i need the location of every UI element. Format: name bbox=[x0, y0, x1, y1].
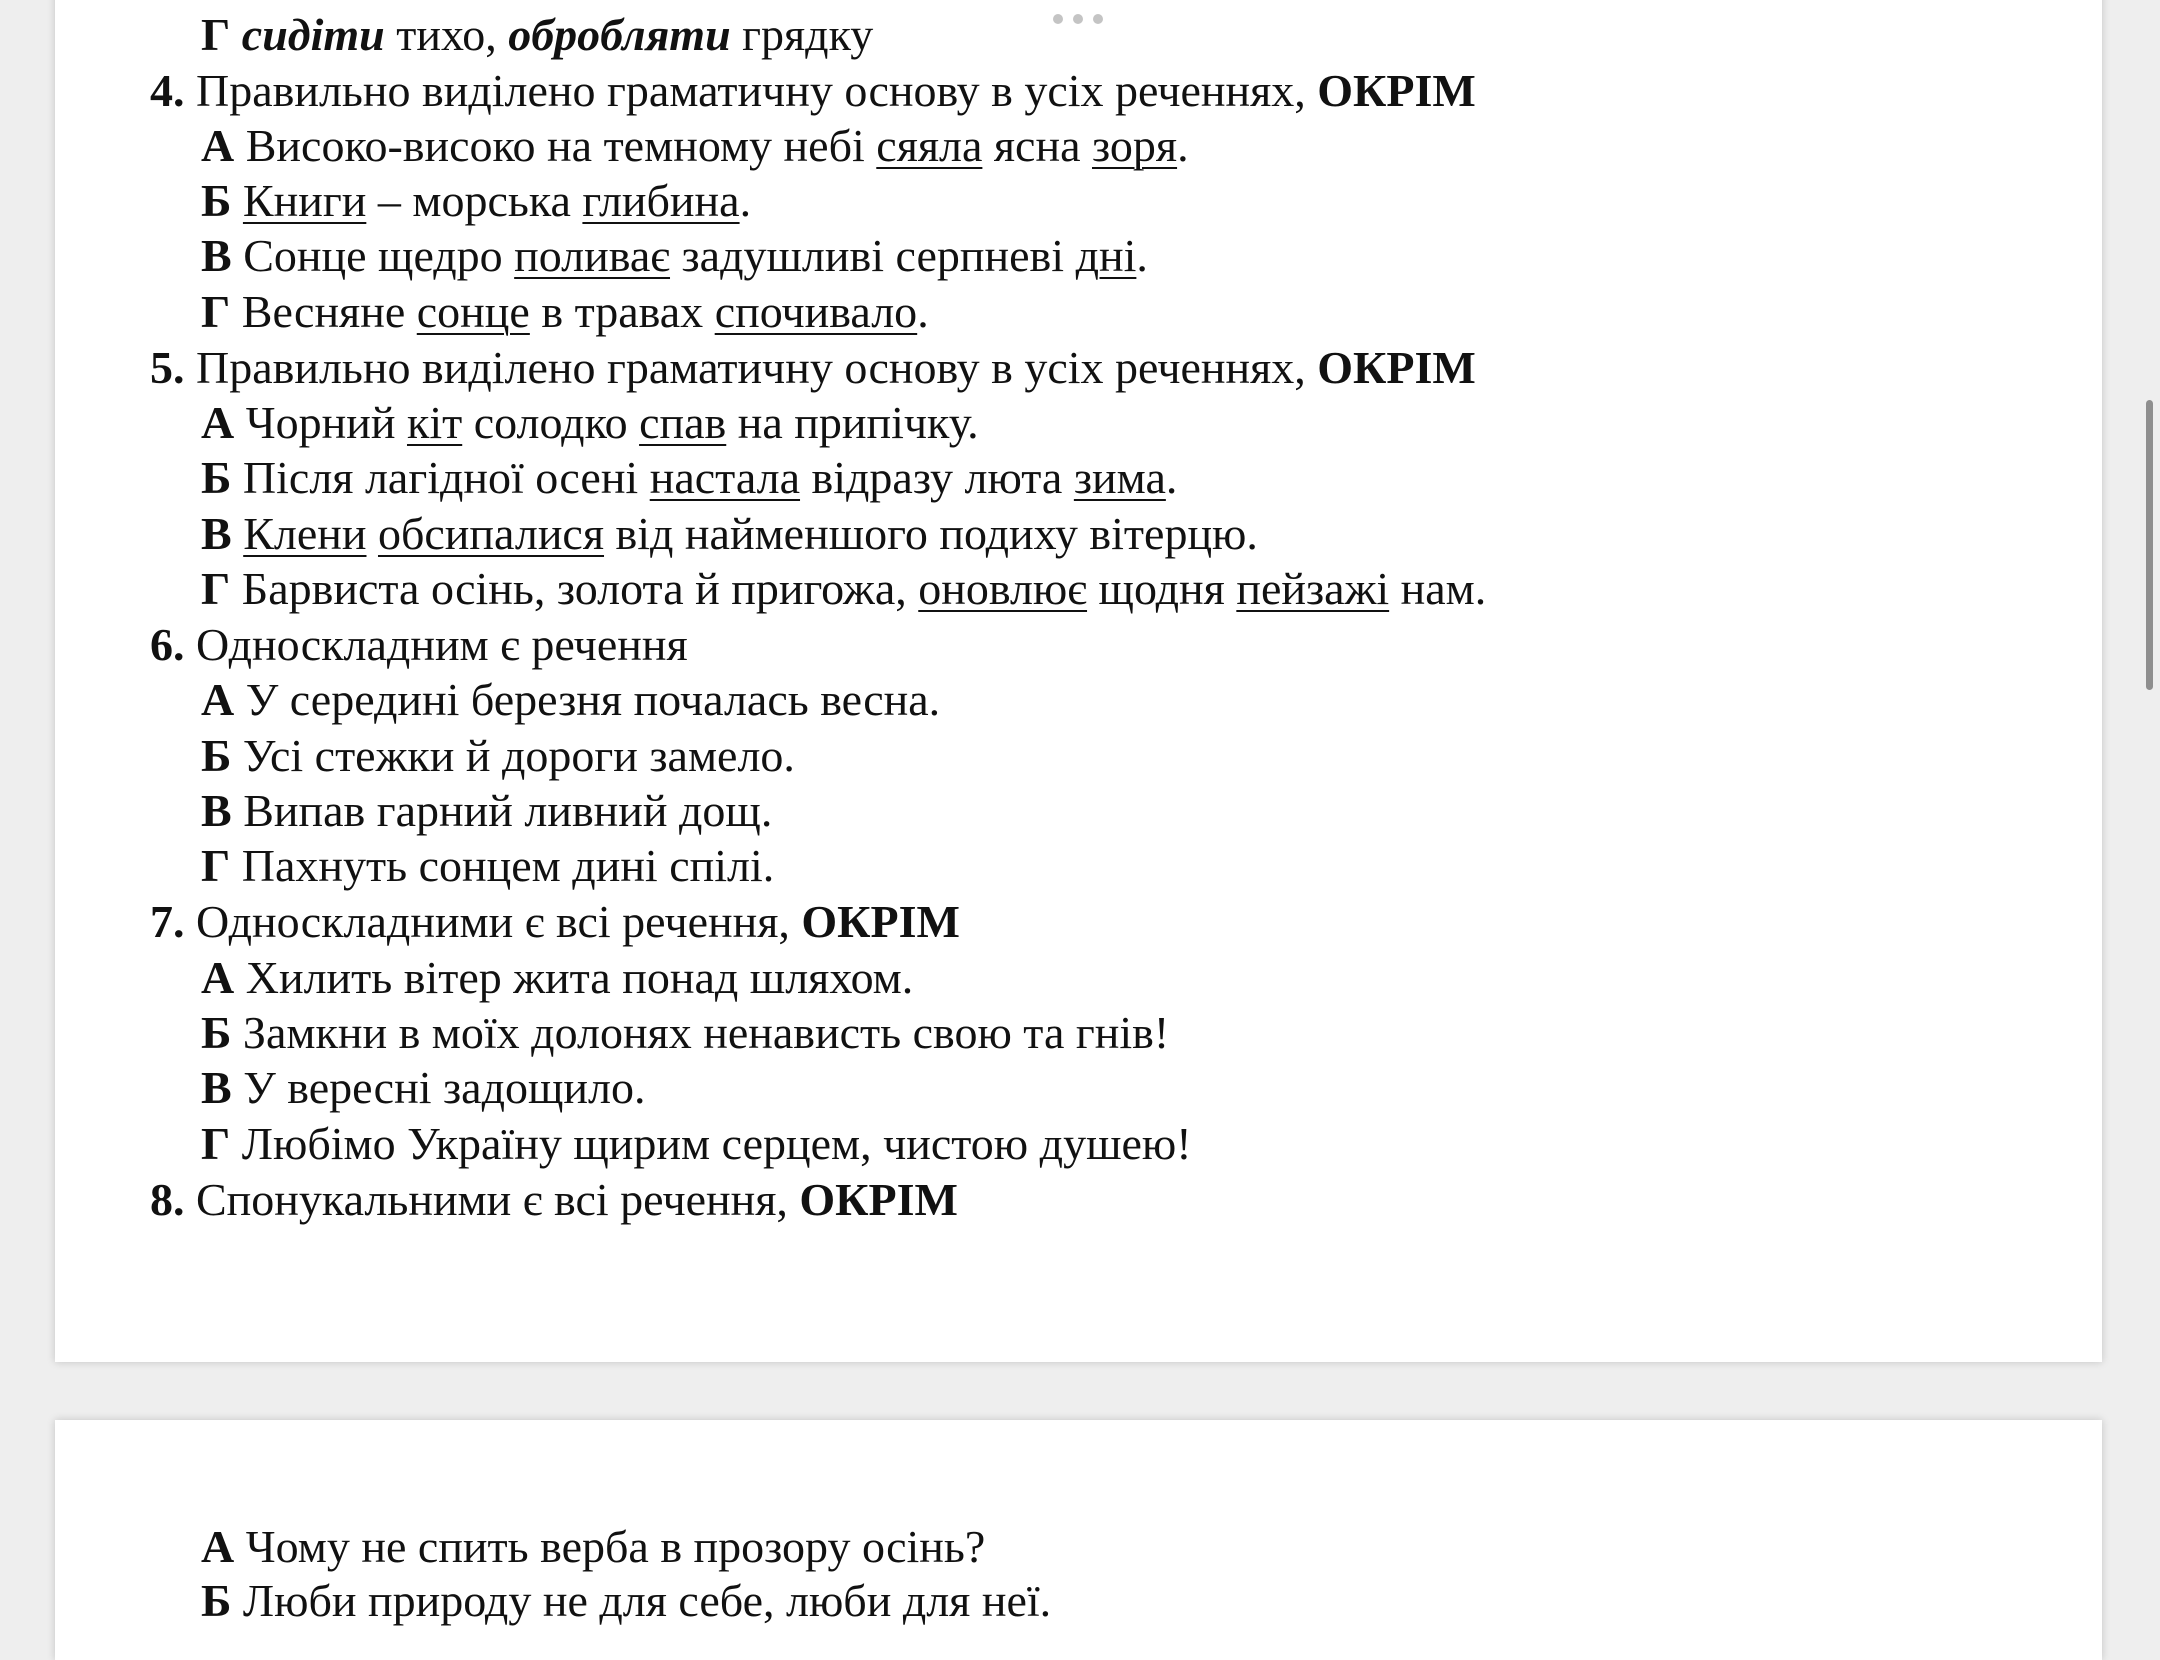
q4-v-t2-text: задушливі серпневі bbox=[670, 230, 1076, 281]
q3-opt_g-t2-text: грядку bbox=[730, 9, 874, 60]
q4-option-v bbox=[201, 228, 1148, 284]
q4-a-u2-text: зоря bbox=[1092, 120, 1178, 171]
question-8 bbox=[150, 1172, 958, 1228]
q4-a-t3-text: . bbox=[1177, 120, 1189, 171]
q7-num-text: 7. bbox=[150, 896, 185, 947]
q4-num-text: 4. bbox=[150, 65, 185, 116]
q4-b-u2-text: глибина bbox=[582, 175, 740, 226]
q7-b-text-text: Замкни в моїх долонях ненависть свою та гнів! bbox=[231, 1007, 1170, 1058]
q7-text-text: Односкладними є всі речення, bbox=[184, 896, 802, 947]
question-7 bbox=[150, 894, 960, 950]
question-4 bbox=[150, 63, 1476, 119]
vertical-scrollbar[interactable] bbox=[2146, 400, 2153, 690]
q7-g-text-text: Любімо Україну щирим серцем, чистою душею! bbox=[230, 1118, 1192, 1169]
q6-option-g bbox=[201, 838, 774, 894]
q7-option-v bbox=[201, 1060, 646, 1116]
q5-v-t1-text bbox=[232, 508, 244, 559]
q6-a-letter-text: А bbox=[201, 674, 235, 725]
q5-b-t2-text: відразу люта bbox=[800, 452, 1074, 503]
q4-v-u2-text: дні bbox=[1075, 230, 1137, 281]
q8-option-a bbox=[201, 1519, 985, 1575]
q5-b-letter-text: Б bbox=[201, 452, 232, 503]
q6-b-text-text: Усі стежки й дороги замело. bbox=[231, 730, 795, 781]
q7-a-text-text: Хилить вітер жита понад шляхом. bbox=[234, 952, 914, 1003]
q8-num-text: 8. bbox=[150, 1174, 185, 1225]
q4-b-letter-text: Б bbox=[201, 175, 232, 226]
q5-g-t1-text: Барвиста осінь, золота й пригожа, bbox=[230, 563, 919, 614]
q4-a-u1-text: сяяла bbox=[876, 120, 983, 171]
q5-emph-text: ОКРІМ bbox=[1317, 342, 1476, 393]
q3-opt_g-t1-text: тихо, bbox=[384, 9, 509, 60]
q8-emph-text: ОКРІМ bbox=[799, 1174, 958, 1225]
question-6 bbox=[150, 617, 688, 673]
q7-option-b bbox=[201, 1005, 1169, 1061]
q5-v-u1-text: Клени bbox=[243, 508, 367, 559]
q5-num-text: 5. bbox=[150, 342, 185, 393]
q5-option-v bbox=[201, 506, 1258, 562]
more-horizontal-icon[interactable] bbox=[1053, 6, 1103, 32]
q6-g-letter-text: Г bbox=[201, 840, 231, 891]
q5-v-letter-text: В bbox=[201, 508, 232, 559]
q6-v-letter-text: В bbox=[201, 785, 232, 836]
q8-b-letter-text: Б bbox=[201, 1575, 232, 1626]
q6-option-v bbox=[201, 783, 772, 839]
q5-a-t1-text: Чорний bbox=[234, 397, 407, 448]
q5-g-t2-text: щодня bbox=[1087, 563, 1237, 614]
q4-g-u1-text: сонце bbox=[416, 286, 530, 337]
q5-a-u2-text: спав bbox=[639, 397, 727, 448]
q4-b-t2-text: – морська bbox=[366, 175, 583, 226]
q4-v-t3-text: . bbox=[1136, 230, 1148, 281]
q8-text-text: Спонукальними є всі речення, bbox=[184, 1174, 800, 1225]
question-5 bbox=[150, 340, 1476, 396]
q7-v-letter-text: В bbox=[201, 1062, 232, 1113]
q5-b-t1-text: Після лагідної осені bbox=[231, 452, 650, 503]
q5-g-u1-text: оновлює bbox=[918, 563, 1088, 614]
q4-v-t1-text: Сонце щедро bbox=[231, 230, 515, 281]
q5-v-t2-text bbox=[366, 508, 378, 559]
q8-b-text-text: Люби природу не для себе, люби для неї. bbox=[231, 1575, 1052, 1626]
q5-a-u1-text: кіт bbox=[406, 397, 463, 448]
q4-a-letter-text: А bbox=[201, 120, 235, 171]
q5-a-t3-text: на припічку. bbox=[726, 397, 979, 448]
q8-a-letter-text: А bbox=[201, 1521, 235, 1572]
q4-text-text: Правильно виділено граматичну основу в усіх реченнях, bbox=[184, 65, 1318, 116]
q3-opt_g-letter-text: Г bbox=[201, 9, 231, 60]
q5-b-t3-text: . bbox=[1165, 452, 1178, 503]
q4-v-u1-text: поливає bbox=[514, 230, 671, 281]
q6-num-text: 6. bbox=[150, 619, 185, 670]
q4-option-g bbox=[201, 284, 929, 340]
q5-text-text: Правильно виділено граматичну основу в усіх реченнях, bbox=[184, 342, 1318, 393]
q4-v-letter-text: В bbox=[201, 230, 232, 281]
q4-b-u1-text: Книги bbox=[242, 175, 367, 226]
q4-g-t3-text: . bbox=[917, 286, 929, 337]
q7-b-letter-text: Б bbox=[201, 1007, 232, 1058]
q6-v-text-text: Випав гарний ливний дощ. bbox=[231, 785, 773, 836]
q6-option-a bbox=[201, 672, 940, 728]
q7-v-text-text: У вересні задощило. bbox=[231, 1062, 646, 1113]
q5-option-g bbox=[201, 561, 1486, 617]
q4-a-t1-text: Високо-високо на темному небі bbox=[234, 120, 877, 171]
q3-opt_g-w2-text: обробляти bbox=[508, 9, 731, 60]
q6-b-letter-text: Б bbox=[201, 730, 232, 781]
q5-g-letter-text: Г bbox=[201, 563, 231, 614]
q6-g-text-text: Пахнуть сонцем дині спілі. bbox=[230, 840, 775, 891]
q8-a-text-text: Чому не спить верба в прозору осінь? bbox=[234, 1521, 986, 1572]
q4-b-t3-text: . bbox=[739, 175, 752, 226]
document-page-2 bbox=[55, 1420, 2102, 1660]
q5-g-t3-text: нам. bbox=[1389, 563, 1487, 614]
q5-option-a bbox=[201, 395, 979, 451]
q6-a-text-text: У середині березня почалась весна. bbox=[234, 674, 941, 725]
q4-option-a bbox=[201, 118, 1189, 174]
q5-a-t2-text: солодко bbox=[462, 397, 640, 448]
q3-opt_g-w1-text: сидіти bbox=[241, 9, 385, 60]
q8-option-b bbox=[201, 1573, 1051, 1629]
q5-g-u2-text: пейзажі bbox=[1236, 563, 1390, 614]
q7-a-letter-text: А bbox=[201, 952, 235, 1003]
q4-b-t1-text bbox=[231, 175, 243, 226]
q4-g-letter-text: Г bbox=[201, 286, 231, 337]
q7-g-letter-text: Г bbox=[201, 1118, 231, 1169]
q7-emph-text: ОКРІМ bbox=[801, 896, 960, 947]
q4-g-u2-text: спочивало bbox=[714, 286, 918, 337]
q5-v-u2-text: обсипалися bbox=[377, 508, 605, 559]
q3-option-g bbox=[201, 7, 873, 63]
q4-emph-text: ОКРІМ bbox=[1317, 65, 1476, 116]
q4-option-b bbox=[201, 173, 751, 229]
q5-option-b bbox=[201, 450, 1177, 506]
q5-v-t3-text: від найменшого подиху вітерцю. bbox=[604, 508, 1258, 559]
q4-g-t1-text: Весняне bbox=[230, 286, 417, 337]
q4-a-t2-text: ясна bbox=[982, 120, 1092, 171]
q5-b-u1-text: настала bbox=[649, 452, 801, 503]
q4-g-t2-text: в травах bbox=[529, 286, 715, 337]
document-page-1 bbox=[55, 0, 2102, 1362]
q6-text-text: Односкладним є речення bbox=[184, 619, 688, 670]
q5-a-letter-text: А bbox=[201, 397, 235, 448]
q6-option-b bbox=[201, 728, 795, 784]
q7-option-a bbox=[201, 950, 913, 1006]
q7-option-g bbox=[201, 1116, 1192, 1172]
q5-b-u2-text: зима bbox=[1073, 452, 1166, 503]
